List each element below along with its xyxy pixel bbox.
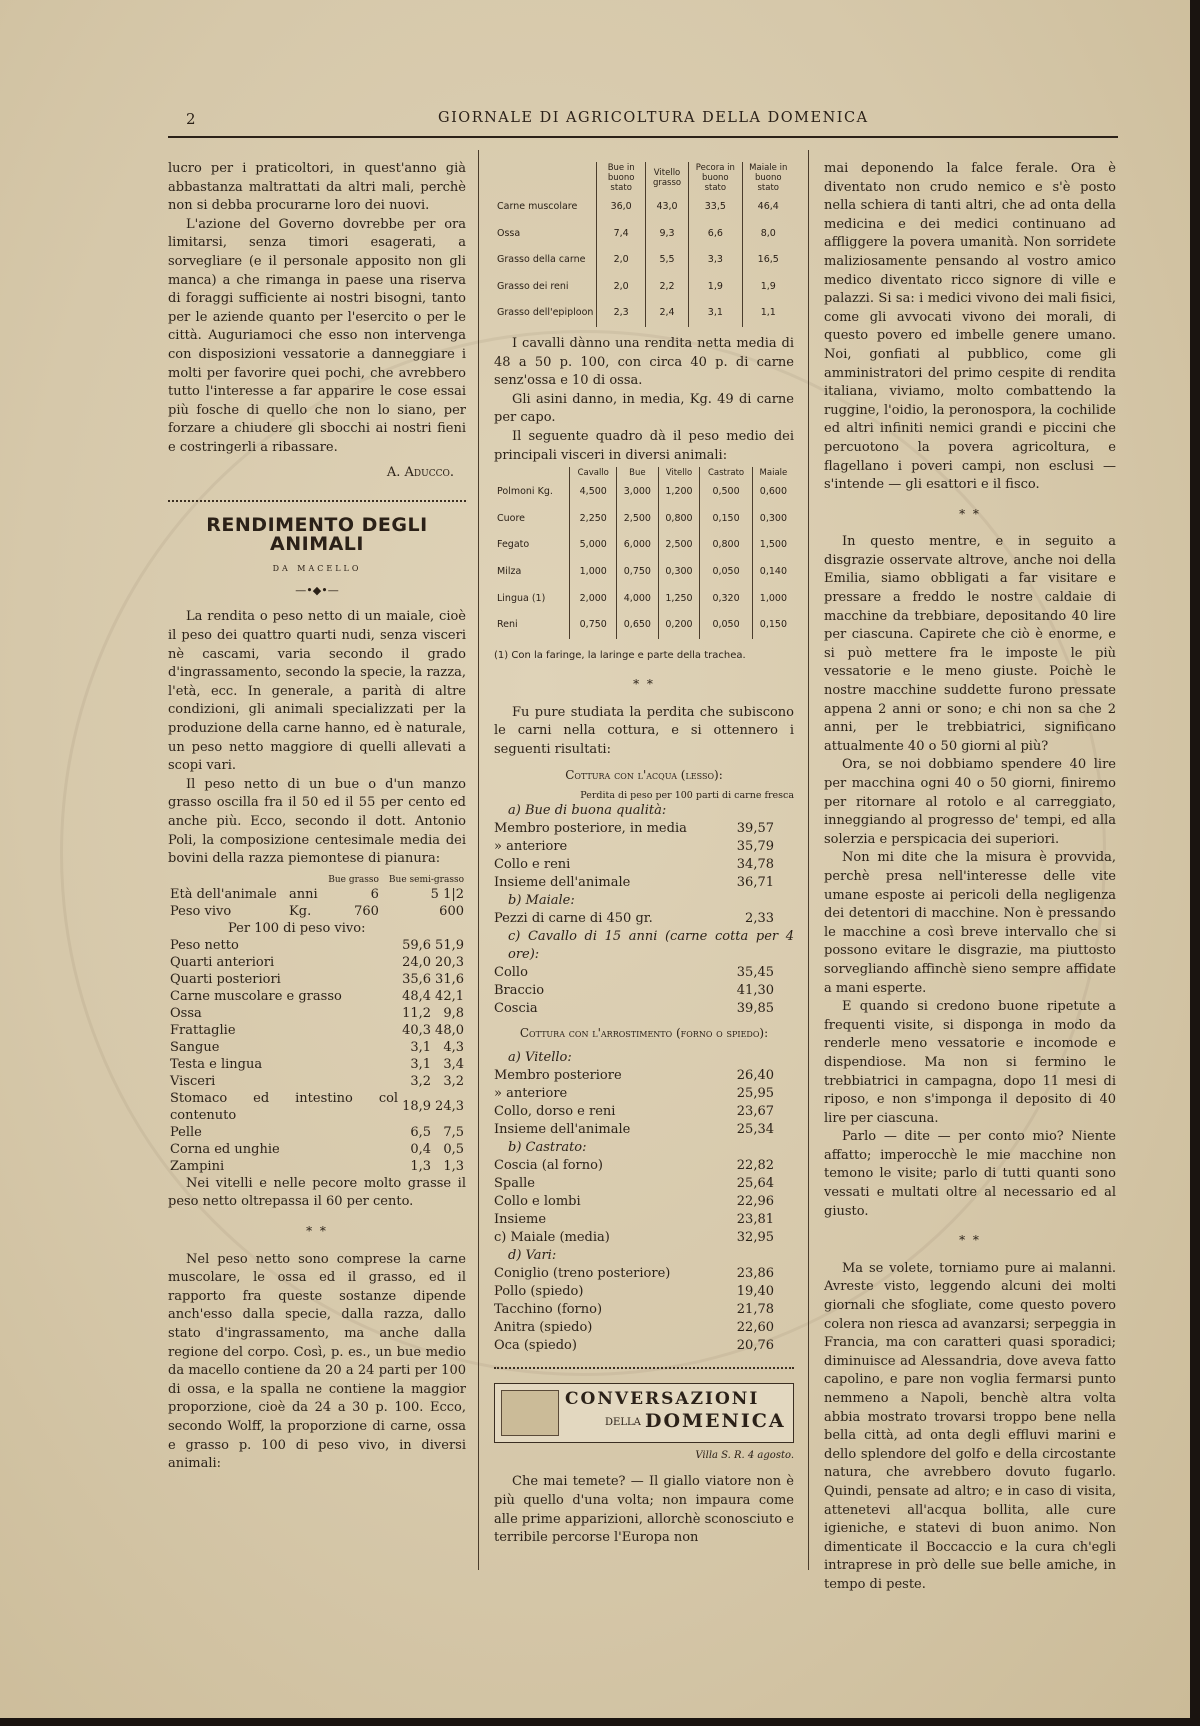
row-label: Fegato	[497, 539, 530, 551]
cell: 24,3	[435, 1099, 464, 1115]
row-label: Carne muscolare	[497, 201, 578, 212]
cell: 23,67	[736, 1103, 774, 1119]
wolff-table	[494, 162, 794, 327]
paragraph: In questo mentre, e in seguito a disgrazie osservate altrove, anche noi della Emilia, siamo obbligati a far visitare e pressare a freddo le nostre caldaie di macchine da trebbiare, depositando 40 lire per ciascuna. Capirete che ciò è enorme, e si può mettere fra le imposte le più vessatorie e le meno giuste. Poichè le nostre macchine suddette furono pressate appena 2 anni or sono; e chi non sa che 2 anni, per le trebbiatrici, significano attualmente 40 o 50 giorni al più?	[824, 534, 1116, 754]
cell: 0,600	[752, 479, 794, 506]
list-item	[494, 1193, 794, 1211]
page-number: 2	[186, 110, 196, 128]
row-label: Età dell'animale	[170, 886, 277, 902]
table-row	[494, 221, 794, 248]
list-item	[494, 1139, 794, 1157]
cell: 0,750	[617, 559, 659, 586]
list-item	[494, 892, 794, 910]
paragraph: Gli asini danno, in media, Kg. 49 di carne per capo.	[494, 391, 794, 426]
list-item	[494, 874, 794, 892]
cell: 23,86	[736, 1265, 774, 1281]
table-row	[494, 506, 794, 533]
cell: 2,0	[597, 274, 645, 301]
row-label: Braccio	[494, 983, 545, 999]
cell: 7,4	[597, 221, 645, 248]
row-label: Carne muscolare e grasso	[170, 988, 342, 1004]
cell: 0,050	[700, 559, 753, 586]
table-header: Vitello	[658, 467, 700, 479]
cell: 1,9	[689, 274, 742, 301]
cell: 33,5	[689, 194, 742, 221]
table-row	[168, 1039, 466, 1056]
cell: 0,800	[700, 532, 753, 559]
row-label: Insieme	[494, 1211, 547, 1227]
table-header: Maiale	[752, 467, 794, 479]
cell: 35,79	[736, 839, 774, 855]
row-label: Polmoni Kg.	[497, 486, 553, 498]
paragraph: lucro per i praticoltori, in quest'anno già abbastanza maltrattati da altri mali, perchè non si debba procurarne loro dei nuovi.	[168, 161, 466, 214]
cell: 23,81	[736, 1211, 774, 1227]
row-label: Insieme dell'animale	[494, 875, 631, 891]
row-unit: Kg.	[289, 903, 312, 919]
cell: 36,71	[736, 875, 774, 891]
list-item	[494, 1319, 794, 1337]
article-subtitle: da macello	[272, 561, 362, 575]
cell: 0,300	[658, 559, 700, 586]
table-row	[168, 1090, 466, 1124]
table-row	[494, 194, 794, 221]
paragraph: Che mai temete? — Il giallo viatore non è più quello d'una volta; non impaura come alle prime apparizioni, allorchè sconosciuto e terribile percorse l'Europa non	[494, 1474, 794, 1546]
table-row	[168, 954, 466, 971]
cell: 2,3	[597, 300, 645, 327]
list-item	[494, 1103, 794, 1121]
table-row	[494, 274, 794, 301]
conversazioni-banner	[494, 1383, 794, 1443]
table-row	[168, 903, 466, 920]
table-row	[494, 247, 794, 274]
row-label: Stomaco ed intestino col contenuto	[170, 1090, 399, 1123]
article-title: RENDIMENTO DEGLI ANIMALI	[206, 514, 428, 555]
table-header-row	[494, 467, 794, 479]
ornament: —•◆•—	[295, 583, 339, 597]
cell: 0,150	[700, 506, 753, 533]
cell: 3,000	[617, 479, 659, 506]
column-divider	[808, 150, 809, 1570]
table-row	[168, 1005, 466, 1022]
table-row	[494, 559, 794, 586]
table-row	[168, 1124, 466, 1141]
cell: 4,000	[617, 586, 659, 613]
table-subheader: Per 100 di peso vivo:	[228, 920, 366, 936]
cell: 6	[370, 886, 379, 902]
cell: 36,0	[597, 194, 645, 221]
table-header: Castrato	[700, 467, 753, 479]
cell: 42,1	[435, 988, 464, 1004]
paragraph: mai deponendo la falce ferale. Ora è diventato non crudo nemico e s'è posto nella schiera di tanti altri, che ad onta della medicina e dei medici continuano ad affliggere la povera umanità. Non sorridete maliziosamente pensando al vostro amico medico diventato ricco signore di ville e palazzi. Si sa: i medici vivono dei mali fisici, come gli avvocati vivono dei morali, di questo povero ed imbelle genere umano. Noi, gonfiati al pubblico, come gli amministratori del primo cespite di rendita italiana, viviamo, molto combattendo la ruggine, l'oidio, la peronospora, la cochilide ed altri infiniti nemici grandi e piccini che percuotono la povera agricoltura, e flagellano i poveri campi, non esclusi — s'intende — gli esattori e il fisco.	[824, 161, 1116, 493]
table-row	[168, 1141, 466, 1158]
row-label: Coscia (al forno)	[494, 1157, 604, 1173]
cell: 2,500	[617, 506, 659, 533]
cell: 40,3	[402, 1022, 432, 1038]
cell: 26,40	[736, 1067, 774, 1083]
cell: 9,8	[443, 1005, 464, 1021]
banner-della: DELLA	[605, 1416, 641, 1428]
cell: 6,5	[410, 1124, 432, 1140]
cell: 2,250	[570, 506, 617, 533]
cell: 2,000	[570, 586, 617, 613]
cell: 3,1	[689, 300, 742, 327]
row-label: Pezzi di carne di 450 gr.	[494, 911, 653, 927]
banner-illustration	[501, 1390, 559, 1436]
bovini-table	[168, 875, 466, 937]
cell: 2,4	[645, 300, 688, 327]
list-item	[494, 1301, 794, 1319]
cell: 34,78	[736, 857, 774, 873]
row-label: Grasso dell'epiploon	[497, 307, 594, 319]
row-label: Spalle	[494, 1175, 535, 1191]
cell: 20,76	[736, 1337, 774, 1353]
cell: 0,650	[617, 612, 659, 639]
divider	[168, 494, 466, 502]
cell: 24,0	[402, 954, 432, 970]
row-label: Lingua (1)	[497, 592, 546, 604]
section-stars: * *	[306, 1223, 328, 1238]
row-label: c) Maiale (media)	[494, 1229, 610, 1245]
cell: 2,0	[597, 247, 645, 274]
column-3	[824, 160, 1116, 1595]
table-row	[494, 532, 794, 559]
paragraph: L'azione del Governo dovrebbe per ora limitarsi, senza timori esagerati, a sorvegliare (e il personale apposito non gli manca) a che rimanga in paese una riserva di foraggi sufficiente ai nostri bisogni, tanto per le aziende quanto per l'esercito o per le città. Auguriamoci che esso non intervenga con disposizioni vessatorie a danneggiare i molti per favorire quei pochi, che avrebbero tutto l'interesse a far apparire le cose essai più fosche di quello che non lo siano, per forzare a chiudere gli sbocchi ai nostri fieni e costringerli a ribassare.	[168, 216, 466, 455]
divider	[494, 1361, 794, 1369]
signature: A. Aducco.	[386, 464, 454, 480]
cell: 3,2	[410, 1073, 432, 1089]
row-label: Oca (spiedo)	[494, 1337, 577, 1353]
cell: 5,5	[645, 247, 688, 274]
cell: 43,0	[645, 194, 688, 221]
cell: 0,050	[700, 612, 753, 639]
row-label: Visceri	[170, 1073, 216, 1089]
row-label: » anteriore	[494, 839, 568, 855]
table-header: Maiale in buono stato	[742, 162, 794, 194]
cell: 0,750	[570, 612, 617, 639]
paragraph: Il seguente quadro dà il peso medio dei principali visceri in diversi animali:	[494, 428, 794, 463]
table-row	[494, 612, 794, 639]
cell: 0,800	[658, 506, 700, 533]
cell: 5 1|2	[430, 886, 464, 902]
table-row	[168, 1022, 466, 1039]
cell: 35,45	[736, 965, 774, 981]
table-header: Pecora in buono stato	[689, 162, 742, 194]
table-row	[494, 479, 794, 506]
cell: 760	[354, 903, 379, 919]
cell: 5,000	[570, 532, 617, 559]
table-row	[168, 971, 466, 988]
row-label: » anteriore	[494, 1085, 568, 1101]
paragraph: I cavalli dànno una rendita netta media di 48 a 50 p. 100, con circa 40 p. di carne senz'ossa e 10 di ossa.	[494, 335, 794, 389]
list-item	[494, 1085, 794, 1103]
cell: 0,500	[700, 479, 753, 506]
row-unit: anni	[289, 886, 318, 902]
row-label: Tacchino (forno)	[494, 1301, 603, 1317]
cell: 1,1	[742, 300, 794, 327]
list-heading: b) Maiale:	[508, 893, 575, 909]
cell: 31,6	[435, 971, 464, 987]
section-stars: * *	[959, 506, 981, 521]
row-label: Grasso dei reni	[497, 280, 569, 292]
cell: 9,3	[645, 221, 688, 248]
cell: 0,150	[752, 612, 794, 639]
section-heading: Cottura con l'arrostimento (forno o spiedo):	[519, 1026, 769, 1041]
row-label: Collo e lombi	[494, 1193, 581, 1209]
list-heading: a) Bue di buona qualità:	[508, 803, 667, 819]
paragraph: Nel peso netto sono comprese la carne muscolare, le ossa ed il grasso, ed il rapporto fra queste sostanze dipende anch'esso dalla specie, dalla razza, dallo stato d'ingrassamento, ma anche dalla regione del corpo. Così, p. es., un bue medio da macello contiene da 20 a 24 parti per 100 di ossa, e la spalla ne contiene la maggior proporzione, cioè da 24 a 30 p. 100. Ecco, secondo Wolff, la proporzione di carne, ossa e grasso p. 100 di peso vivo, in diversi animali:	[168, 1251, 466, 1472]
list-item	[494, 1247, 794, 1265]
row-label: Zampini	[170, 1158, 225, 1174]
row-label: Sangue	[170, 1039, 220, 1055]
paragraph: Ora, se noi dobbiamo spendere 40 lire per macchina ogni 40 o 50 giorni, finiremo per ritornare al rotolo e al carreggiato, inneggiando al progresso de' tempi, ed alla solerzia e perspicacia dei superiori.	[824, 757, 1116, 847]
cell: 1,000	[570, 559, 617, 586]
row-label: Peso netto	[170, 937, 239, 953]
list-item	[494, 1049, 794, 1067]
cell: 0,140	[752, 559, 794, 586]
row-label: Coscia	[494, 1001, 538, 1017]
list-item	[494, 928, 794, 964]
list-heading: b) Castrato:	[508, 1139, 587, 1155]
cell: 3,1	[410, 1056, 432, 1072]
section-stars: * *	[633, 677, 655, 692]
cell: 8,0	[742, 221, 794, 248]
cell: 22,82	[736, 1157, 774, 1173]
cell: 4,3	[443, 1039, 464, 1055]
paragraph: Nei vitelli e nelle pecore molto grasse il peso netto oltrepassa il 60 per cento.	[168, 1175, 466, 1210]
row-label: Anitra (spiedo)	[494, 1319, 593, 1335]
row-label: Collo e reni	[494, 857, 571, 873]
cell: 41,30	[736, 983, 774, 999]
cell: 1,000	[752, 586, 794, 613]
row-label: Pollo (spiedo)	[494, 1283, 584, 1299]
cell: 1,500	[752, 532, 794, 559]
table-row	[168, 937, 466, 954]
paragraph: La rendita o peso netto di un maiale, cioè il peso dei quattro quarti nudi, senza visceri nè cascami, varia secondo il grado d'ingrassamento, secondo la specie, la razza, l'età, ecc. In generale, a parità di altre condizioni, gli animali specializzati per la produzione della carne hanno, ed è naturale, un peso netto maggiore di quelli allevati a scopi vari.	[168, 609, 466, 774]
cell: 2,500	[658, 532, 700, 559]
row-label: Ossa	[170, 1005, 202, 1021]
column-1	[168, 160, 466, 1474]
row-label: Collo, dorso e reni	[494, 1103, 616, 1119]
row-label: Membro posteriore, in media	[494, 821, 687, 837]
cell: 1,9	[742, 274, 794, 301]
list-item	[494, 982, 794, 1000]
table-header: Vitello grasso	[645, 162, 688, 194]
row-label: Reni	[497, 619, 518, 631]
table-header	[494, 467, 570, 479]
cell: 6,000	[617, 532, 659, 559]
cell: 25,34	[736, 1121, 774, 1137]
cell: 25,64	[736, 1175, 774, 1191]
cell: 3,3	[689, 247, 742, 274]
bovini-per100-table	[168, 937, 466, 1175]
page-header	[168, 102, 1118, 138]
table-footnote: (1) Con la faringe, la laringe e parte della trachea.	[494, 649, 746, 661]
table-row	[168, 988, 466, 1005]
paragraph: Ma se volete, torniamo pure ai malanni. Avreste visto, leggendo alcuni dei molti giornali che sfogliate, come questo povero colera non riesca ad avanzarsi; serpeggia in Francia, ma con caratteri quasi sporadici; diminuisce ad Alessandria, dove aveva fatto capolino, e pare non voglia fermarsi punto nemmeno a Napoli, benchè altra volta abbia mostrato trovarsi troppo bene nella bella città, ad onta degli effluvi marini e dello splendore del golfo e della circostante natura, che avrebbero dovuto fugarlo. Quindi, pensate ad altro; e in caso di visita, attenetevi all'acqua bollita, alle cure igieniche, e statevi di buon animo. Non dimenticate il Boccaccio e la cura ch'egli intraprese in prò delle sue belle amiche, in tempo di peste.	[824, 1260, 1116, 1592]
banner-title: CONVERSAZIONI	[565, 1388, 760, 1409]
row-label: Insieme dell'animale	[494, 1121, 631, 1137]
column-label: Perdita di peso per 100 parti di carne fresca	[580, 790, 794, 802]
cell: 0,4	[410, 1141, 432, 1157]
row-label: Quarti posteriori	[170, 971, 281, 987]
cell: 39,57	[736, 821, 774, 837]
row-label: Frattaglie	[170, 1022, 236, 1038]
cell: 32,95	[736, 1229, 774, 1245]
list-item	[494, 1000, 794, 1018]
table-header: Bue semi-grasso	[388, 874, 464, 885]
cell: 3,2	[443, 1073, 464, 1089]
table-header: Bue	[617, 467, 659, 479]
cell: 600	[439, 903, 464, 919]
row-label: Ossa	[497, 227, 521, 239]
paragraph: Non mi dite che la misura è provvida, perchè presa nell'interesse delle vite umane esposte ai pericoli della negligenza dei detentori di macchine. Non è pressando le macchine a così breve intervallo che si possono evitare le disgrazie, ma piuttosto sorvegliando affinchè sieno sempre affidate a mani esperte.	[824, 850, 1116, 996]
cell: 0,300	[752, 506, 794, 533]
list-item	[494, 838, 794, 856]
list-item	[494, 802, 794, 820]
cell: 2,33	[745, 911, 774, 927]
row-label: Grasso della carne	[497, 254, 586, 266]
cell: 18,9	[402, 1099, 432, 1115]
list-item	[494, 1157, 794, 1175]
lesso-table	[494, 802, 794, 1018]
visceri-table	[494, 467, 794, 639]
cell: 35,6	[402, 971, 432, 987]
row-label: Quarti anteriori	[170, 954, 275, 970]
column-divider	[478, 150, 479, 1570]
cell: 48,0	[435, 1022, 464, 1038]
paragraph: Il peso netto di un bue o d'un manzo grasso oscilla fra il 50 ed il 55 per cento ed anche più. Ecco, secondo il dott. Antonio Poli, la composizione centesimale media dei bovini della razza piemontese di pianura:	[168, 776, 466, 867]
cell: 6,6	[689, 221, 742, 248]
cell: 16,5	[742, 247, 794, 274]
cell: 51,9	[435, 937, 464, 953]
cell: 1,3	[410, 1158, 432, 1174]
table-row	[494, 300, 794, 327]
cell: 3,4	[443, 1056, 464, 1072]
table-header	[494, 162, 597, 194]
cell: 1,3	[443, 1158, 464, 1174]
row-label: Coniglio (treno posteriore)	[494, 1265, 671, 1281]
list-item	[494, 1121, 794, 1139]
arrosto-table	[494, 1049, 794, 1355]
list-item	[494, 910, 794, 928]
section-heading: Cottura con l'acqua (lesso):	[565, 767, 723, 782]
banner-subtitle: DOMENICA	[645, 1409, 786, 1432]
table-header: Bue in buono stato	[597, 162, 645, 194]
cell: 4,500	[570, 479, 617, 506]
list-item	[494, 1265, 794, 1283]
list-item	[494, 1229, 794, 1247]
cell: 39,85	[736, 1001, 774, 1017]
cell: 1,250	[658, 586, 700, 613]
cell: 21,78	[736, 1301, 774, 1317]
journal-title: GIORNALE DI AGRICOLTURA DELLA DOMENICA	[438, 110, 869, 126]
row-label: Milza	[497, 565, 522, 577]
table-row	[168, 1056, 466, 1073]
row-label: Peso vivo	[170, 903, 232, 919]
list-heading: c) Cavallo di 15 anni (carne cotta per 4 ore):	[508, 929, 794, 963]
cell: 0,5	[443, 1141, 464, 1157]
table-row	[494, 586, 794, 613]
cell: 22,60	[736, 1319, 774, 1335]
list-item	[494, 1283, 794, 1301]
cell: 46,4	[742, 194, 794, 221]
paragraph: E quando si credono buone ripetute a frequenti visite, si disponga in modo da renderle meno vessatorie e incomode e dispendiose. Ma non si fermino le trebbiatrici in campagna, dopo 11 mesi di riposo, e non s'imponga il deposito di 40 lire per ciascuna.	[824, 999, 1116, 1126]
cell: 48,4	[402, 988, 432, 1004]
table-header: Bue grasso	[328, 874, 379, 885]
cell: 2,2	[645, 274, 688, 301]
list-item	[494, 1067, 794, 1085]
cell: 0,200	[658, 612, 700, 639]
row-label: Corna ed unghie	[170, 1141, 280, 1157]
list-item	[494, 856, 794, 874]
cell: 25,95	[736, 1085, 774, 1101]
paragraph: Fu pure studiata la perdita che subiscono le carni nella cottura, e si ottennero i seguenti risultati:	[494, 704, 794, 758]
table-header-row	[494, 162, 794, 194]
cell: 11,2	[402, 1005, 432, 1021]
cell: 22,96	[736, 1193, 774, 1209]
cell: 0,320	[700, 586, 753, 613]
cell: 3,1	[410, 1039, 432, 1055]
list-item	[494, 1175, 794, 1193]
column-2	[494, 160, 794, 1548]
section-stars: * *	[959, 1233, 981, 1248]
list-item	[494, 1337, 794, 1355]
row-label: Pelle	[170, 1124, 202, 1140]
row-label: Membro posteriore	[494, 1067, 622, 1083]
dateline: Villa S. R. 4 agosto.	[695, 1449, 794, 1461]
row-label: Cuore	[497, 512, 526, 524]
cell: 1,200	[658, 479, 700, 506]
table-row	[168, 1073, 466, 1090]
row-label: Testa e lingua	[170, 1056, 263, 1072]
list-item	[494, 820, 794, 838]
list-heading: d) Vari:	[508, 1247, 557, 1263]
table-header: Cavallo	[570, 467, 617, 479]
row-label: Collo	[494, 965, 528, 981]
cell: 19,40	[736, 1283, 774, 1299]
cell: 20,3	[435, 954, 464, 970]
cell: 7,5	[443, 1124, 464, 1140]
list-item	[494, 964, 794, 982]
table-row	[168, 1158, 466, 1175]
paragraph: Parlo — dite — per conto mio? Niente affatto; imperocchè le mie macchine non temono le visite; parlo di tutti quanti sono vessati e multati oltre al necessario ed al giusto.	[824, 1129, 1116, 1219]
cell: 59,6	[402, 937, 432, 953]
list-heading: a) Vitello:	[508, 1049, 572, 1065]
table-row	[168, 886, 466, 903]
list-item	[494, 1211, 794, 1229]
